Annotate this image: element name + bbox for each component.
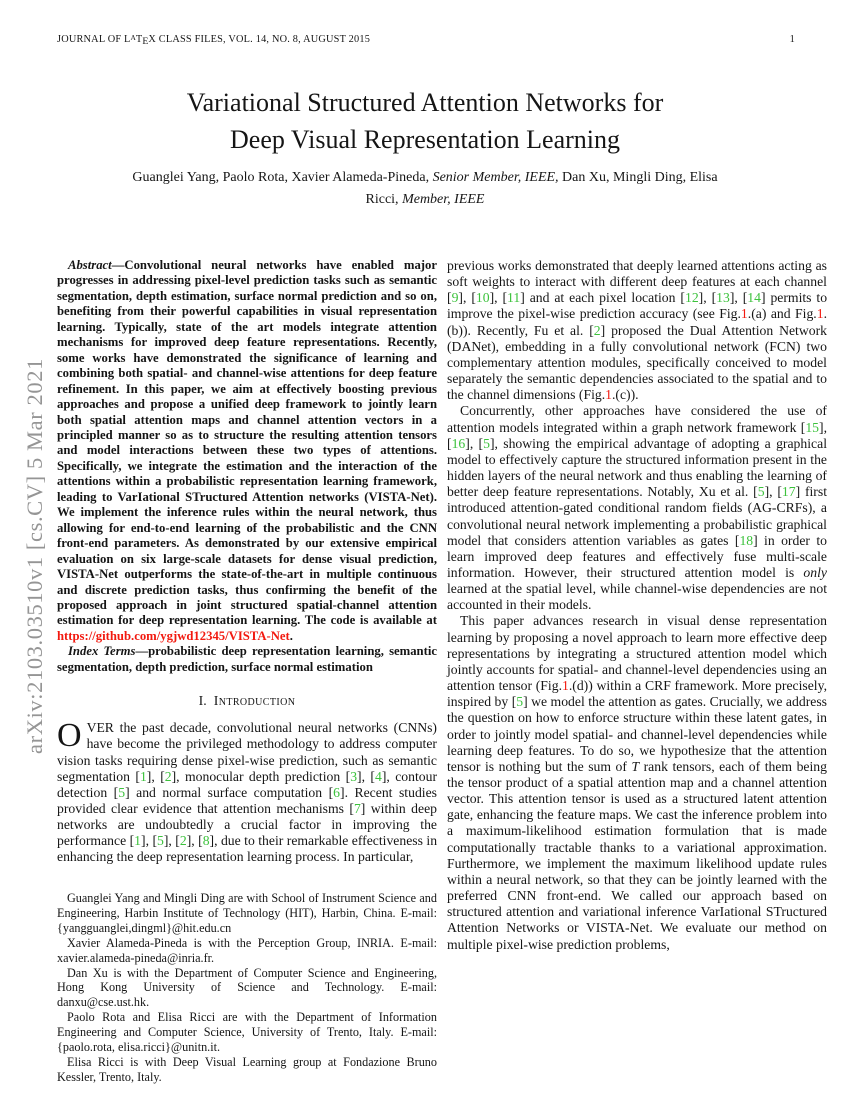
footnote-affiliation-2: Xavier Alameda-Pineda is with the Perception Group, INRIA. E-mail: xavier.alameda-pineda@inria.fr. <box>57 935 437 965</box>
citation-ref[interactable]: 13 <box>716 290 730 306</box>
citation-ref[interactable]: 10 <box>475 290 490 306</box>
citation-ref[interactable]: 5 <box>118 784 126 800</box>
citation-ref[interactable]: 3 <box>350 768 358 784</box>
footnote-affiliation-3: Dan Xu is with the Department of Computer Science and Engineering, Hong Kong University of Science and Technology. E-mail: danxu@cse.ust.hk. <box>57 965 437 1010</box>
citation-ref[interactable]: 17 <box>781 484 796 500</box>
citation-ref[interactable]: 2 <box>164 768 172 784</box>
citation-ref[interactable]: 2 <box>593 322 601 338</box>
index-terms: Index Terms—probabilistic deep representation learning, semantic segmentation, depth prediction, surface normal estimation <box>57 644 437 674</box>
citation-ref[interactable]: 11 <box>507 290 521 306</box>
arxiv-identifier: arXiv:2103.03510v1 [cs.CV] 5 Mar 2021 <box>22 358 47 754</box>
citation-ref[interactable]: 16 <box>451 435 466 451</box>
paper-title <box>70 84 780 159</box>
arxiv-watermark <box>6 282 64 830</box>
section-heading-introduction <box>57 693 437 709</box>
citation-ref[interactable]: 12 <box>684 290 699 306</box>
section-title: Introduction <box>213 693 296 709</box>
body-paragraph-1: previous works demonstrated that deeply learned attentions acting as soft weights to interact with different deep features at each channel [9], [10], [11] and at each pixel location [12], [13], [14] permits to improve the pixel-wise prediction accuracy (see Fig.1.(a) and Fig.1.(b)). Recently, Fu et al. [2] proposed the Dual Attention Network (DANet), embedding in a fully convolutional network (FCN) two complementary attention modules, specifically conceived to model separately the semantic dependencies associated to the spatial and to the channel dimensions (Fig.1.(c)). <box>447 258 828 403</box>
journal-title: JOURNAL OF $L^ATEX$ CLASS FILES, VOL. 14, NO. 8, AUGUST 2015 <box>57 33 371 47</box>
citation-ref[interactable]: 18 <box>739 532 754 548</box>
citation-ref[interactable]: 4 <box>374 768 382 784</box>
abstract-section <box>57 258 437 675</box>
drop-cap: O <box>57 717 82 755</box>
page-number: 1 <box>789 34 795 46</box>
body-paragraph-3: This paper advances research in visual dense representation learning by proposing a novel approach to learn more effective deep representations by integrating a structured attention model which jointly accounts for spatial- and channel-level dependencies using an attention tensor (Fig.1.(d)) within a CRF framework. More precisely, inspired by [5] we model the attention as gates. Crucially, we address the question on how to enforce structure within these latent gates, in order to jointly model spatial- and channel-level dependencies while learning deep features. To do so, we hypothesize that the attention tensor is nothing but the sum of T rank tensors, each of them being the tensor product of a spatial attention map and a channel attention vector. This attention tensor is used as a structured latent attention gate, enhancing the feature maps. We cast the inference problem into a maximum-likelihood estimation formulation that is made computationally tractable thanks to a variational approximation. Furthermore, we implement the maximum likelihood update rules within a neural network, so that they can be jointly learned with the preferred CNN front-end. We called our approach based on structured attention and variational inference VarIational STructured Attention Networks or VISTA-Net. We evaluate our method on multiple pixel-wise prediction problems, <box>447 613 827 952</box>
paper-title-line1: Variational Structured Attention Networks for <box>186 88 664 117</box>
citation-ref[interactable]: 8 <box>202 833 210 849</box>
running-head <box>57 33 795 47</box>
author-footnotes <box>57 891 437 1085</box>
abstract-paragraph: Abstract—Convolutional neural networks have enabled major progresses in addressing pixel-level prediction tasks such as semantic segmentation, depth estimation, surface normal prediction and so on, benefiting from their powerful capabilities in visual representation learning. Typically, state of the art models integrate attention mechanisms for improved deep feature representations. Recently, some works have demonstrated the significance of learning and combining both spatial- and channel-wise attentions for deep feature refinement. In this paper, we aim at effectively boosting previous approaches and propose a unified deep framework to jointly learn both spatial attention maps and channel attention vectors in a principled manner so as to structure the resulting attention tensors and model interactions between these two types of attentions. Specifically, we integrate the estimation and the interaction of the attentions within a probabilistic representation learning framework, leading to VarIational STructured Attention networks (VISTA-Net). We implement the inference rules within the neural network, thus allowing for end-to-end learning of the probabilistic and the CNN front-end parameters. As demonstrated by our extensive empirical evaluation on six large-scale datasets for dense visual prediction, VISTA-Net outperforms the state-of-the-art in multiple continuous and discrete prediction tasks, thus confirming the benefit of the proposed approach in joint structured spatial-channel attention estimation for deep representation learning. The code is available at https://github.com/ygjwd12345/VISTA-Net. <box>57 258 437 643</box>
body-paragraph-2: Concurrently, other approaches have considered the use of attention models integrated within a graph network framework [15], [16], [5], showing the empirical advantage of adopting a graphical model to effectively capture the structured information present in the hidden layers of the neural network and thus enabling the learning of better deep feature representations. Notably, Xu et al. [5], [17] first introduced attention-gated conditional random fields (AG-CRFs), a convolutional neural network implementing a probabilistic graphical model that considers attention variables as gates [18] in order to learn improved deep features and effectively fuse multi-scale information. However, their structured attention model is only learned at the spatial level, while channel-wise dependencies are not accounted in their models. <box>447 403 827 613</box>
footnote-affiliation-5: Elisa Ricci is with Deep Visual Learning group at Fondazione Bruno Kessler, Trento, Italy. <box>57 1054 437 1084</box>
citation-ref[interactable]: 5 <box>157 833 164 849</box>
citation-ref[interactable]: 5 <box>516 694 524 710</box>
paper-title-line2: Deep Visual Representation Learning <box>230 125 620 155</box>
code-link[interactable]: https://github.com/ygjwd12345/VISTA-Net <box>57 628 290 643</box>
introduction-text <box>57 717 438 865</box>
citation-ref[interactable]: 6 <box>333 784 340 800</box>
citation-ref[interactable]: 14 <box>747 290 761 306</box>
figure-ref[interactable]: 1 <box>740 306 748 322</box>
citation-ref[interactable]: 7 <box>353 801 361 817</box>
citation-ref[interactable]: 1 <box>139 768 147 784</box>
figure-ref[interactable]: 1 <box>605 387 612 403</box>
citation-ref[interactable]: 9 <box>451 290 459 306</box>
figure-ref[interactable]: 1 <box>816 306 824 322</box>
citation-ref[interactable]: 5 <box>757 484 765 500</box>
footnote-affiliation-4: Paolo Rota and Elisa Ricci are with the Department of Information Engineering and Computer Science, University of Trento, Italy. E-mail: {paolo.rota, elisa.ricci}@unitn.it. <box>57 1010 437 1055</box>
intro-paragraph-1: OVER the past decade, convolutional neural networks (CNNs) have become the privileged methodology to address computer vision tasks requiring dense pixel-wise prediction, such as semantic segmentation [1], [2], monocular depth prediction [3], [4], contour detection [5] and normal surface computation [6]. Recent studies provided clear evidence that attention mechanisms [7] within deep networks are undoubtedly a crucial factor in improving the performance [1], [5], [2], [8], due to their remarkable effectiveness in enhancing the deep representation learning process. In particular, <box>57 717 438 865</box>
column-left <box>57 258 437 866</box>
author-list: Guanglei Yang, Paolo Rota, Xavier Alameda-Pineda, Senior Member, IEEE, Dan Xu, Mingli Ding, Elisa Ricci, Member, IEEE <box>132 170 718 207</box>
footnote-affiliation-1: Guanglei Yang and Mingli Ding are with School of Instrument Science and Engineering, Harbin Institute of Technology (HIT), Harbin, China. E-mail:{yangguanglei,dingml}@hit.edu.cn <box>57 891 437 935</box>
column-right <box>447 258 827 953</box>
citation-ref[interactable]: 5 <box>483 435 490 451</box>
section-number: I. <box>198 693 207 709</box>
citation-ref[interactable]: 15 <box>805 419 820 435</box>
citation-ref[interactable]: 1 <box>134 833 141 849</box>
citation-ref[interactable]: 2 <box>179 833 187 849</box>
figure-ref[interactable]: 1 <box>562 678 569 694</box>
